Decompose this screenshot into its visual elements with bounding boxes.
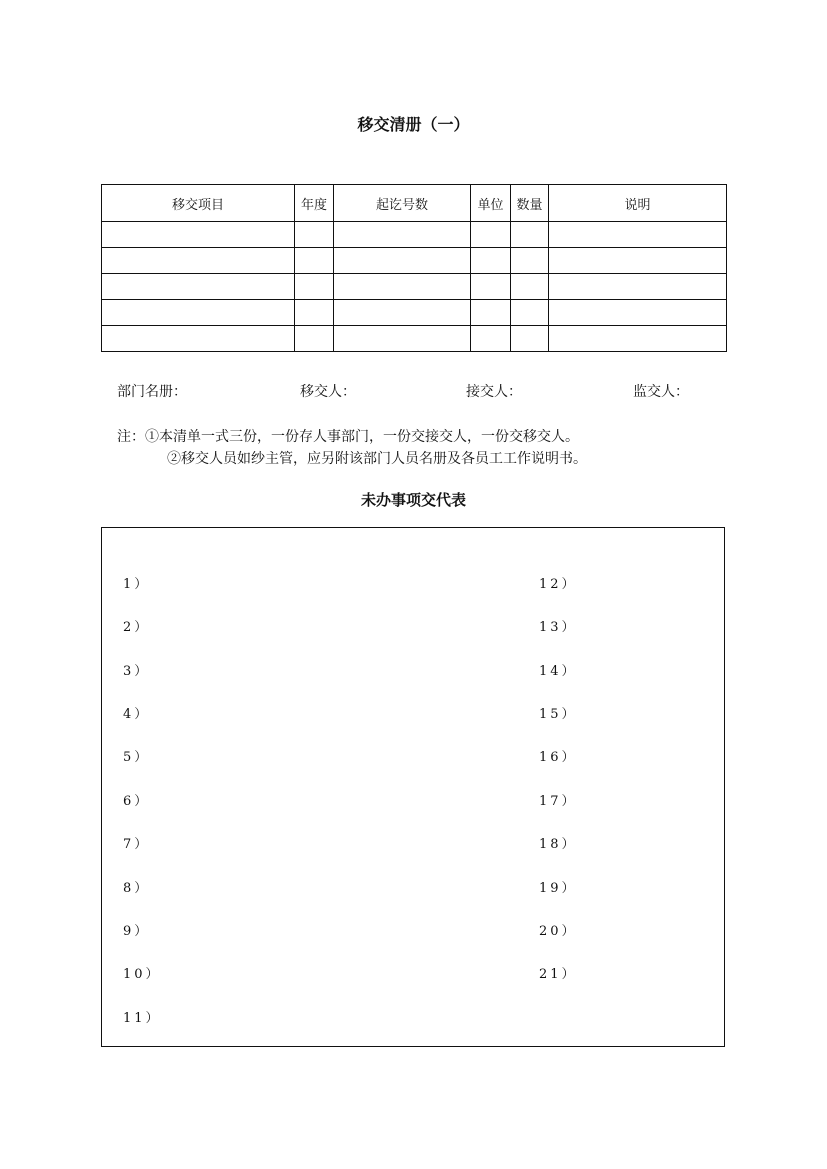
header-year: 年度 <box>295 185 334 222</box>
receiver-label: 接交人： <box>466 384 522 400</box>
list-item: 12） <box>539 577 578 592</box>
table-cell[interactable] <box>471 326 511 352</box>
supervisor-label: 监交人： <box>633 384 689 400</box>
table-row <box>102 326 727 352</box>
pending-items-title: 未办事项交代表 <box>360 491 466 509</box>
table-cell[interactable] <box>334 248 471 274</box>
table-cell[interactable] <box>511 326 549 352</box>
header-item: 移交项目 <box>102 185 295 222</box>
table-cell[interactable] <box>549 222 727 248</box>
note-line-2: ②移交人员如纱主管，应另附该部门人员名册及各员工工作说明书。 <box>167 451 587 467</box>
list-item: 14） <box>539 664 578 679</box>
table-cell[interactable] <box>102 222 295 248</box>
table-cell[interactable] <box>295 248 334 274</box>
note-line-1: 注：①本清单一式三份，一份存人事部门，一份交接交人，一份交移交人。 <box>117 429 579 445</box>
table-cell[interactable] <box>511 300 549 326</box>
list-item: 2） <box>123 620 151 635</box>
table-cell[interactable] <box>511 222 549 248</box>
list-item: 15） <box>539 707 578 722</box>
list-item: 18） <box>539 837 578 852</box>
header-unit: 单位 <box>471 185 511 222</box>
list-item: 21） <box>539 967 578 982</box>
list-item: 1） <box>123 577 151 592</box>
table-cell[interactable] <box>471 248 511 274</box>
table-cell[interactable] <box>295 274 334 300</box>
table-row <box>102 222 727 248</box>
table-row <box>102 274 727 300</box>
department-roster-label: 部门名册： <box>117 384 187 400</box>
list-item: 4） <box>123 707 151 722</box>
table-cell[interactable] <box>102 248 295 274</box>
table-cell[interactable] <box>102 274 295 300</box>
handover-table <box>101 184 727 352</box>
list-item: 17） <box>539 794 578 809</box>
table-cell[interactable] <box>471 222 511 248</box>
header-description: 说明 <box>549 185 727 222</box>
table-cell[interactable] <box>334 274 471 300</box>
transferor-label: 移交人： <box>300 384 356 400</box>
list-item: 13） <box>539 620 578 635</box>
list-item: 6） <box>123 794 151 809</box>
list-item: 16） <box>539 750 578 765</box>
list-item: 5） <box>123 750 151 765</box>
table-cell[interactable] <box>295 326 334 352</box>
pending-items-box <box>101 527 725 1047</box>
list-item: 10） <box>123 967 162 982</box>
table-cell[interactable] <box>102 326 295 352</box>
list-item: 11） <box>123 1011 162 1026</box>
table-cell[interactable] <box>549 274 727 300</box>
list-item: 8） <box>123 881 151 896</box>
table-cell[interactable] <box>549 326 727 352</box>
page-title: 移交清册（一） <box>357 115 470 134</box>
table-cell[interactable] <box>549 248 727 274</box>
table-cell[interactable] <box>334 300 471 326</box>
list-item: 3） <box>123 664 151 679</box>
table-cell[interactable] <box>295 222 334 248</box>
table-cell[interactable] <box>471 300 511 326</box>
table-cell[interactable] <box>295 300 334 326</box>
table-cell[interactable] <box>334 326 471 352</box>
table-row <box>102 248 727 274</box>
list-item: 9） <box>123 924 151 939</box>
list-item: 19） <box>539 881 578 896</box>
table-header-row <box>102 185 727 222</box>
list-item: 7） <box>123 837 151 852</box>
table-cell[interactable] <box>511 274 549 300</box>
table-cell[interactable] <box>511 248 549 274</box>
table-row <box>102 300 727 326</box>
header-quantity: 数量 <box>511 185 549 222</box>
table-cell[interactable] <box>471 274 511 300</box>
list-item: 20） <box>539 924 578 939</box>
table-cell[interactable] <box>334 222 471 248</box>
header-range: 起讫号数 <box>334 185 471 222</box>
table-cell[interactable] <box>549 300 727 326</box>
table-cell[interactable] <box>102 300 295 326</box>
